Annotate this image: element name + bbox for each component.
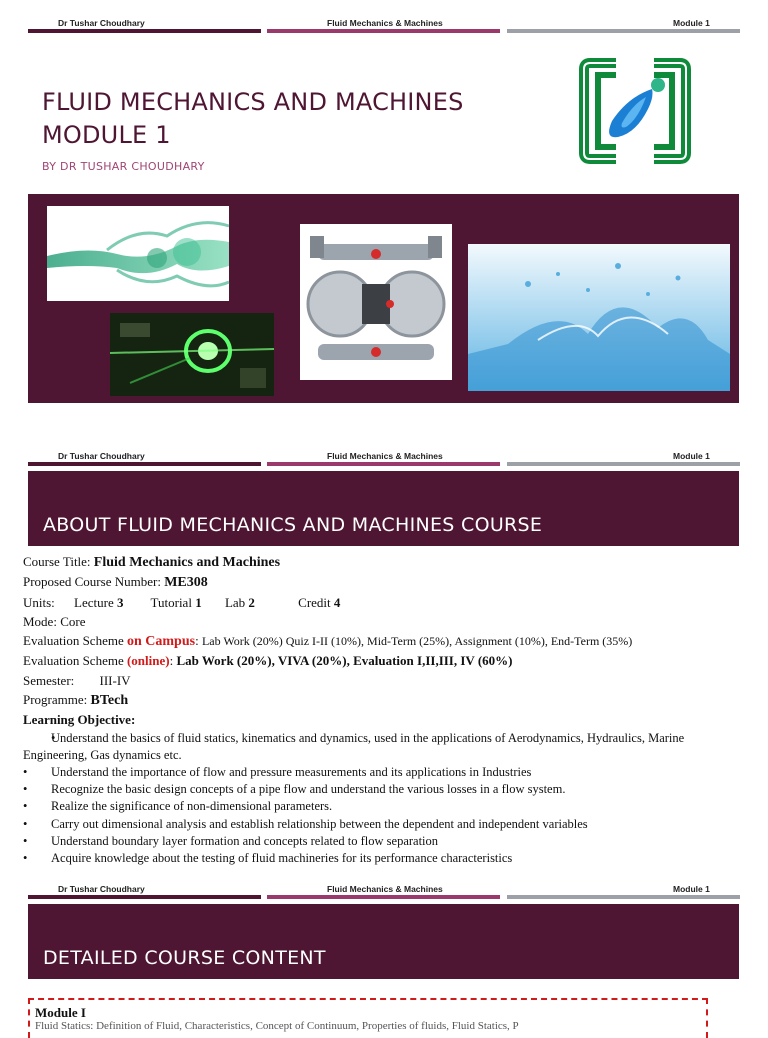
header-course: Fluid Mechanics & Machines: [327, 884, 443, 894]
water-splash-image: [468, 244, 730, 391]
header-module: Module 1: [673, 884, 710, 894]
slide-title: [42, 86, 562, 152]
about-heading: ABOUT FLUID MECHANICS AND MACHINES COURSE: [43, 514, 543, 536]
objective-item: • Realize the significance of non-dimensional parameters.: [23, 798, 748, 815]
units-row: Units: Lecture 3 Tutorial 1 Lab 2 Credit 4: [23, 594, 341, 610]
institute-logo-icon: [576, 53, 694, 169]
header-course: Fluid Mechanics & Machines: [327, 451, 443, 461]
header-bar-maroon: [28, 895, 261, 899]
course-info: [23, 552, 748, 867]
header-bar-maroon: [28, 462, 261, 466]
byline: BY DR TUSHAR CHOUDHARY: [42, 160, 205, 173]
content-heading-bar: [28, 904, 739, 979]
title-line-1: FLUID MECHANICS AND MACHINES: [42, 88, 464, 116]
slide-header: [0, 884, 768, 904]
semester-row: Semester: III-IV: [23, 672, 131, 688]
laser-flow-image: [110, 313, 274, 396]
header-bar-pink: [267, 895, 500, 899]
header-author: Dr Tushar Choudhary: [58, 451, 145, 461]
header-bar-grey: [507, 895, 740, 899]
header-bar-pink: [267, 29, 500, 33]
slide-header: [0, 451, 768, 471]
image-banner: [28, 194, 739, 403]
header-module: Module 1: [673, 18, 710, 28]
header-author: Dr Tushar Choudhary: [58, 884, 145, 894]
module-text: Fluid Statics: Definition of Fluid, Characteristics, Concept of Continuum, Properties of fluids, Fluid Statics, P: [35, 1020, 519, 1032]
programme-row: Programme: BTech: [23, 692, 129, 709]
mode-row: Mode: Core: [23, 613, 86, 629]
header-bar-pink: [267, 462, 500, 466]
smoke-flow-image: [47, 206, 229, 301]
header-bar-grey: [507, 462, 740, 466]
content-heading: DETAILED COURSE CONTENT: [43, 947, 326, 969]
eval-campus-row: Evaluation Scheme on Campus: Lab Work (20%) Quiz I-II (10%), Mid-Term (25%), Assignment (10%), End-Term (35%): [23, 633, 633, 650]
objective-item: • Recognize the basic design concepts of a pipe flow and understand the various losses in a flow system.: [23, 781, 748, 798]
module-box: [28, 998, 708, 1038]
objective-item: • Understand the basics of fluid statics, kinematics and dynamics, used in the applications of Aerodynamics, Hydraulics, Marine Engineering, Gas dynamics etc.: [23, 730, 748, 764]
course-number-row: Proposed Course Number: ME308: [23, 574, 208, 591]
course-title-value: Fluid Mechanics and Machines: [93, 555, 281, 570]
slide-header: [0, 18, 768, 38]
objective-item: • Understand boundary layer formation and concepts related to flow separation: [23, 833, 748, 850]
module-title: Module I: [35, 1005, 86, 1020]
eval-online-row: Evaluation Scheme (online): Lab Work (20%), VIVA (20%), Evaluation I,II,III, IV (60%): [23, 653, 513, 669]
diaphragm-pump-image: [300, 224, 452, 380]
about-heading-bar: [28, 471, 739, 546]
header-bar-maroon: [28, 29, 261, 33]
objective-item: • Acquire knowledge about the testing of fluid machineries for its performance characteristics: [23, 850, 748, 867]
objective-heading: Learning Objective:: [23, 712, 136, 728]
course-title-row: Course Title: Fluid Mechanics and Machines: [23, 554, 281, 570]
header-module: Module 1: [673, 451, 710, 461]
header-course: Fluid Mechanics & Machines: [327, 18, 443, 28]
objective-item: • Understand the importance of flow and pressure measurements and its applications in Industries: [23, 764, 748, 781]
title-line-2: MODULE 1: [42, 121, 171, 149]
objective-item: • Carry out dimensional analysis and establish relationship between the dependent and independent variables: [23, 816, 748, 833]
header-author: Dr Tushar Choudhary: [58, 18, 145, 28]
header-bar-grey: [507, 29, 740, 33]
course-number-value: ME308: [164, 575, 208, 591]
